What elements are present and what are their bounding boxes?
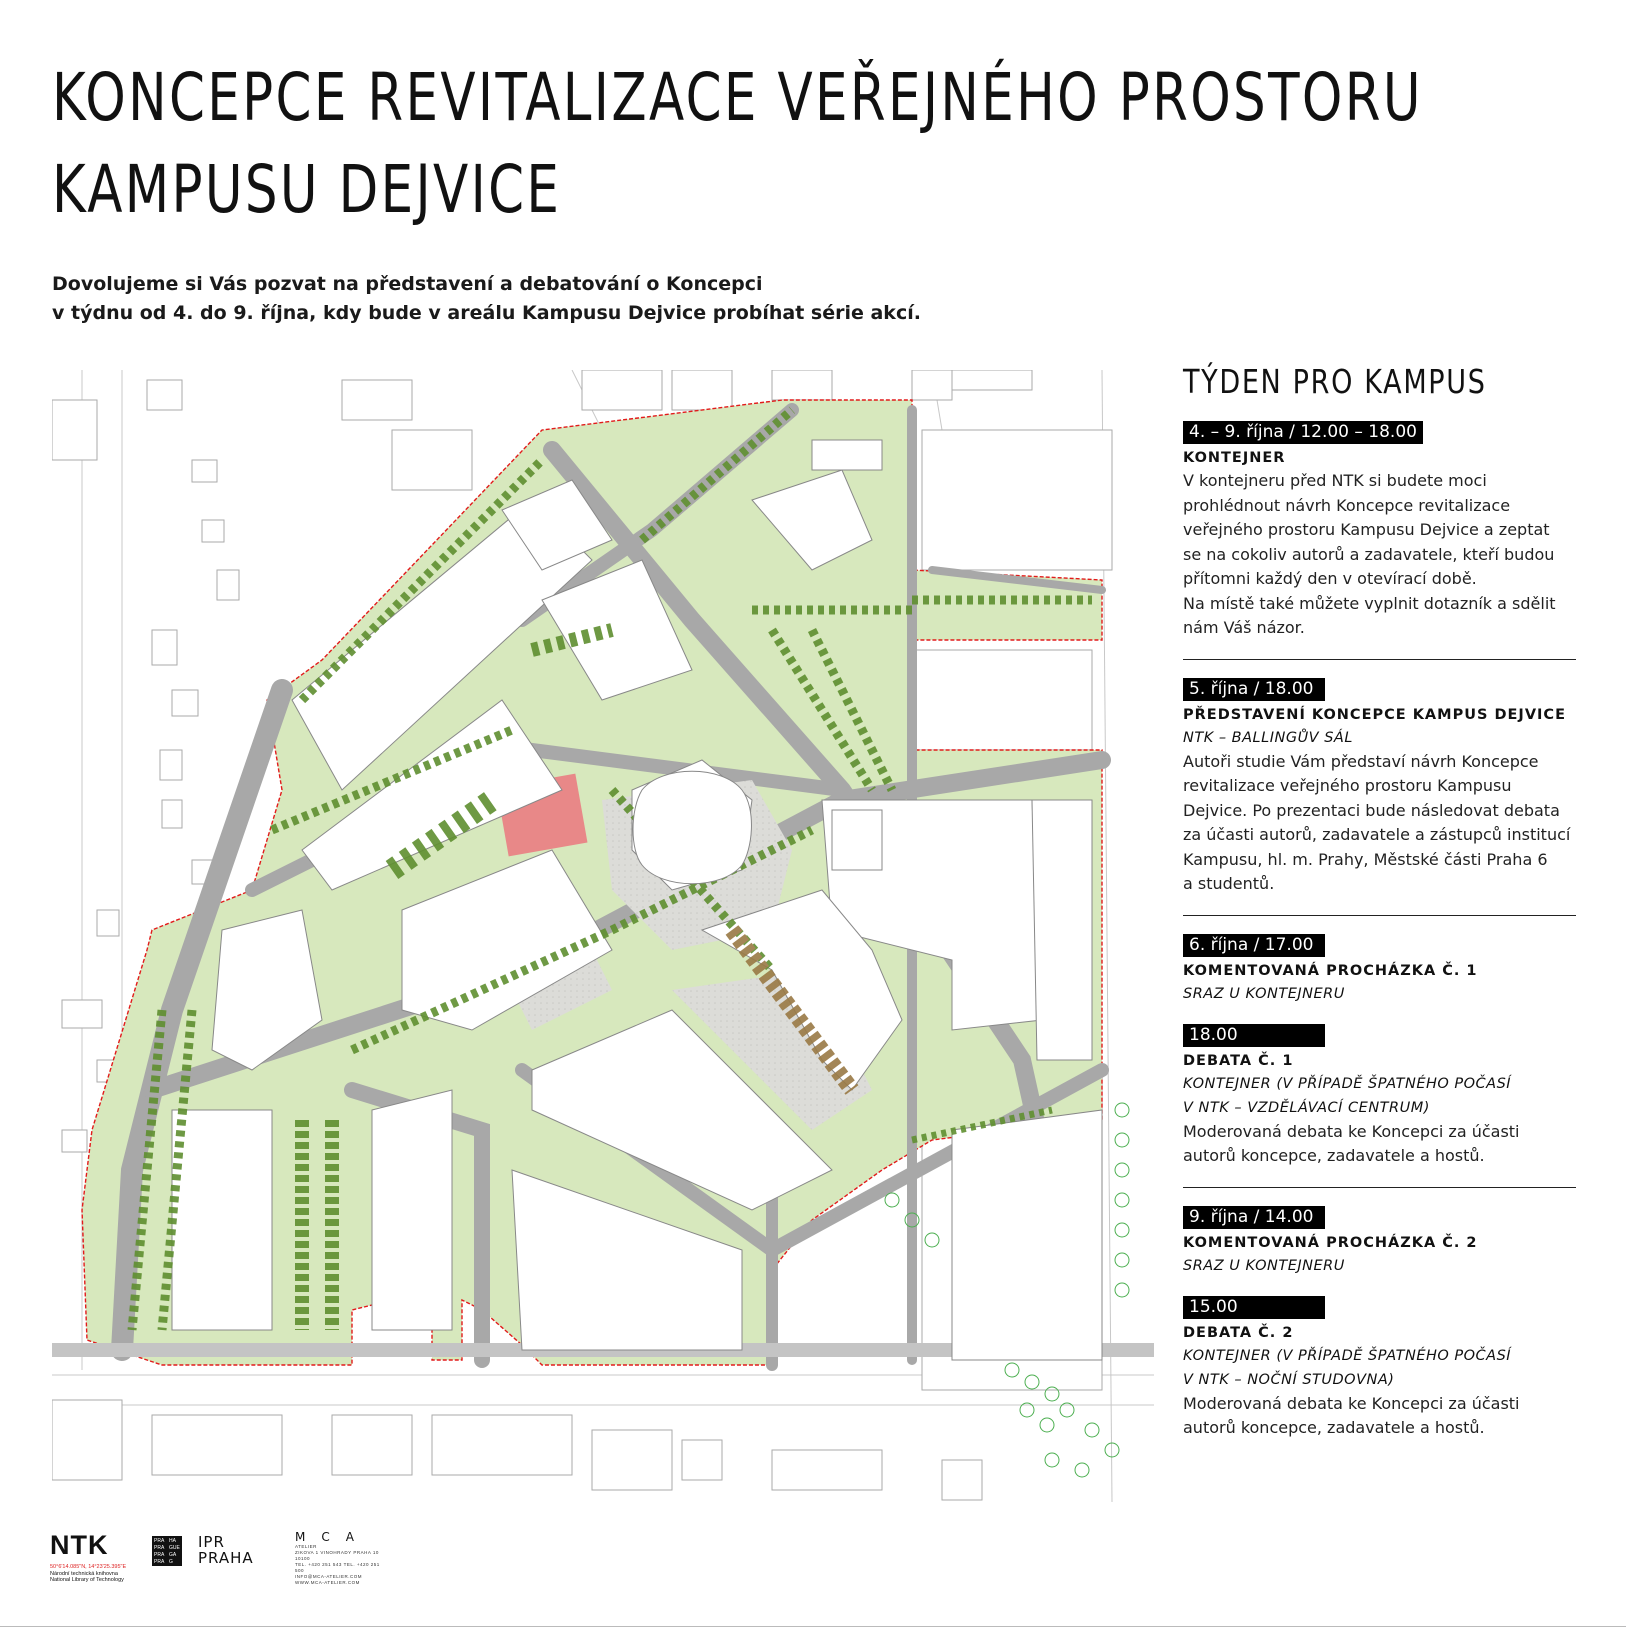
event-date: 5. října / 18.00 [1183, 678, 1325, 701]
praha-letters: PRA [154, 1552, 165, 1558]
desc-line: autorů koncepce, zadavatele a hostů. [1183, 1418, 1485, 1437]
praha-letters: PRA [154, 1538, 165, 1544]
desc-line: za účasti autorů, zadavatele a zástupců institucí [1183, 825, 1571, 844]
mca-line: INFO@MCA-ATELIER.COM WWW.MCA-ATELIER.COM [295, 1574, 362, 1585]
event-date: 18.00 [1183, 1024, 1325, 1047]
desc-line: se na cokoliv autorů a zadavatele, kteří budou [1183, 544, 1555, 564]
event-description [1183, 1392, 1578, 1441]
title-line-2: KAMPUSU DEJVICE [52, 151, 562, 228]
event-title: PŘEDSTAVENÍ KONCEPCE KAMPUS DEJVICE [1183, 706, 1566, 723]
mca-atelier-logo [295, 1530, 385, 1586]
desc-line: Dejvice. Po prezentaci bude následovat debata [1183, 800, 1560, 820]
event-kontejner [1183, 421, 1578, 641]
desc-line: a studentů. [1183, 874, 1275, 893]
oval-building [633, 771, 751, 884]
desc-line: veřejného prostoru Kampusu Dejvice a zeptat [1183, 520, 1550, 539]
page-title [52, 52, 1423, 236]
ntk-logo-caption [50, 1564, 140, 1584]
divider [1183, 659, 1576, 660]
desc-line: Autoři studie Vám představí návrh Koncepce [1183, 751, 1539, 771]
schedule-title: TÝDEN PRO KAMPUS [1183, 362, 1487, 401]
event-walk-2 [1183, 1206, 1578, 1278]
desc-line: Moderovaná debata ke Koncepci za účasti [1183, 1393, 1520, 1413]
event-schedule [1183, 362, 1578, 1441]
desc-line: přítomni každý den v otevírací době. [1183, 569, 1477, 588]
praha-letters: PRA [154, 1559, 165, 1565]
desc-line: Moderovaná debata ke Koncepci za účasti [1183, 1121, 1520, 1141]
event-place-alt: V NTK – NOČNÍ STUDOVNA) [1183, 1371, 1395, 1388]
mca-line: TEL. +420 251 543 TEL. +420 251 500 [295, 1562, 380, 1573]
event-date: 15.00 [1183, 1296, 1325, 1319]
ntk-coordinates: 50°6'14.085"N, 14°23'25.395"E [50, 1564, 127, 1570]
event-date: 9. října / 14.00 [1183, 1206, 1325, 1229]
desc-line: revitalizace veřejného prostoru Kampusu [1183, 776, 1512, 795]
mca-line: ZIKOVA 1 VINOHRADY PRAHA 10 10100 [295, 1550, 379, 1561]
ntk-logo: NTK [50, 1530, 109, 1560]
ipr-praha-logo [198, 1534, 254, 1566]
event-title: DEBATA Č. 1 [1183, 1052, 1294, 1069]
event-place-alt: V NTK – VZDĚLÁVACÍ CENTRUM) [1183, 1099, 1430, 1116]
praha-letters: HA [169, 1538, 176, 1544]
praha-letters: GUE [169, 1545, 180, 1551]
event-presentation [1183, 678, 1578, 897]
event-description [1183, 1120, 1578, 1169]
praha-letters: PRA [154, 1545, 165, 1551]
ntk-name-cz: Národní technická knihovna [50, 1570, 118, 1577]
event-description [1183, 750, 1578, 897]
event-debate-2 [1183, 1296, 1578, 1441]
event-debate-1 [1183, 1024, 1578, 1169]
event-place: KONTEJNER (V PŘÍPADĚ ŠPATNÉHO POČASÍ [1183, 1075, 1512, 1092]
event-title: KOMENTOVANÁ PROCHÁZKA Č. 1 [1183, 962, 1478, 979]
desc-line: Kampusu, hl. m. Prahy, Městské části Praha 6 [1183, 849, 1548, 869]
mca-letters: MCA [295, 1530, 370, 1544]
mca-line: ATELIER [295, 1544, 317, 1549]
event-place: SRAZ U KONTEJNERU [1183, 1257, 1345, 1274]
desc-line: prohlédnout návrh Koncepce revitalizace [1183, 495, 1511, 515]
ipr-line-1: IPR [198, 1533, 225, 1551]
ntk-name-en: National Library of Technology [50, 1577, 124, 1583]
event-description [1183, 469, 1578, 641]
page-bottom-line [0, 1626, 1626, 1627]
invitation-text [52, 270, 952, 328]
event-title: KOMENTOVANÁ PROCHÁZKA Č. 2 [1183, 1234, 1478, 1251]
desc-line: nám Váš názor. [1183, 618, 1305, 637]
divider [1183, 1187, 1576, 1188]
event-date: 6. října / 17.00 [1183, 934, 1325, 957]
desc-line: V kontejneru před NTK si budete moci [1183, 471, 1487, 490]
desc-line: autorů koncepce, zadavatele a hostů. [1183, 1146, 1485, 1165]
event-place: KONTEJNER (V PŘÍPADĚ ŠPATNÉHO POČASÍ [1183, 1347, 1512, 1364]
event-walk-1 [1183, 934, 1578, 1006]
invitation-line-1: Dovolujeme si Vás pozvat na představení a debatování o Koncepci [52, 273, 763, 295]
event-place: SRAZ U KONTEJNERU [1183, 985, 1345, 1002]
praha-logo [152, 1536, 182, 1566]
ipr-line-2: PRAHA [198, 1549, 254, 1567]
event-title: DEBATA Č. 2 [1183, 1324, 1294, 1341]
praha-letters: GA [169, 1552, 177, 1558]
campus-site-plan [52, 370, 1154, 1502]
praha-letters: G [169, 1559, 173, 1565]
title-line-1: KONCEPCE REVITALIZACE VEŘEJNÉHO PROSTORU [52, 59, 1423, 136]
event-date: 4. – 9. října / 12.00 – 18.00 [1183, 421, 1423, 444]
event-place: NTK – BALLINGŮV SÁL [1183, 729, 1353, 746]
event-title: KONTEJNER [1183, 450, 1286, 466]
divider [1183, 915, 1576, 916]
partner-logos [50, 1530, 450, 1590]
invitation-line-2: v týdnu od 4. do 9. října, kdy bude v areálu Kampusu Dejvice probíhat série akcí. [52, 302, 921, 324]
desc-line: Na místě také můžete vyplnit dotazník a sdělit [1183, 593, 1556, 613]
